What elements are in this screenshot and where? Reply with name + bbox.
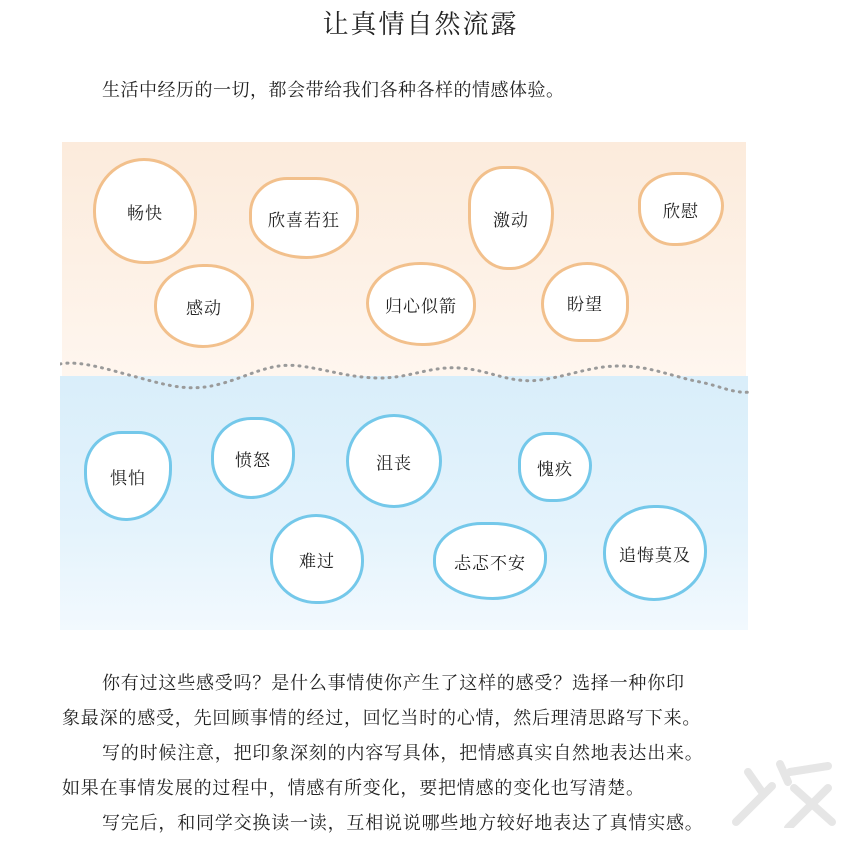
emotion-bubble: 激动 <box>468 166 554 270</box>
paragraph-2-line-2: 如果在事情发展的过程中，情感有所变化，要把情感的变化也写清楚。 <box>62 778 645 799</box>
paragraph-3-line-1: 写完后，和同学交换读一读，互相说说哪些地方较好地表达了真情实感。 <box>102 813 704 834</box>
emotion-bubble: 愤怒 <box>211 417 295 499</box>
emotion-bubble: 追悔莫及 <box>603 505 707 601</box>
paragraph-1-line-1: 你有过这些感受吗？是什么事情使你产生了这样的感受？选择一种你印 <box>102 673 685 694</box>
page-title: 让真情自然流露 <box>322 10 519 40</box>
emotion-bubble: 沮丧 <box>346 414 442 508</box>
paragraph-2-line-1: 写的时候注意，把印象深刻的内容写具体，把情感真实自然地表达出来。 <box>102 743 704 764</box>
watermark-glyph <box>728 752 838 828</box>
emotion-bubble: 欣喜若狂 <box>249 177 359 259</box>
emotion-bubble: 忐忑不安 <box>433 522 547 600</box>
emotion-bubble: 难过 <box>270 514 364 604</box>
paragraph-1-line-2: 象最深的感受，先回顾事情的经过，回忆当时的心情，然后理清思路写下来。 <box>62 708 702 729</box>
paragraph-3 <box>62 806 752 841</box>
emotion-bubble: 愧疚 <box>518 432 592 502</box>
emotion-bubble: 盼望 <box>541 262 629 342</box>
emotion-bubble: 惧怕 <box>84 431 172 521</box>
paragraph-2 <box>62 736 752 806</box>
emotion-bubble: 感动 <box>154 264 254 348</box>
wavy-divider <box>60 356 750 400</box>
emotion-bubble: 欣慰 <box>638 172 724 246</box>
intro-text: 生活中经历的一切，都会带给我们各种各样的情感体验。 <box>102 80 565 101</box>
emotion-bubble: 归心似箭 <box>366 262 476 346</box>
emotion-bubble: 畅快 <box>93 158 197 264</box>
paragraph-1 <box>62 666 752 736</box>
